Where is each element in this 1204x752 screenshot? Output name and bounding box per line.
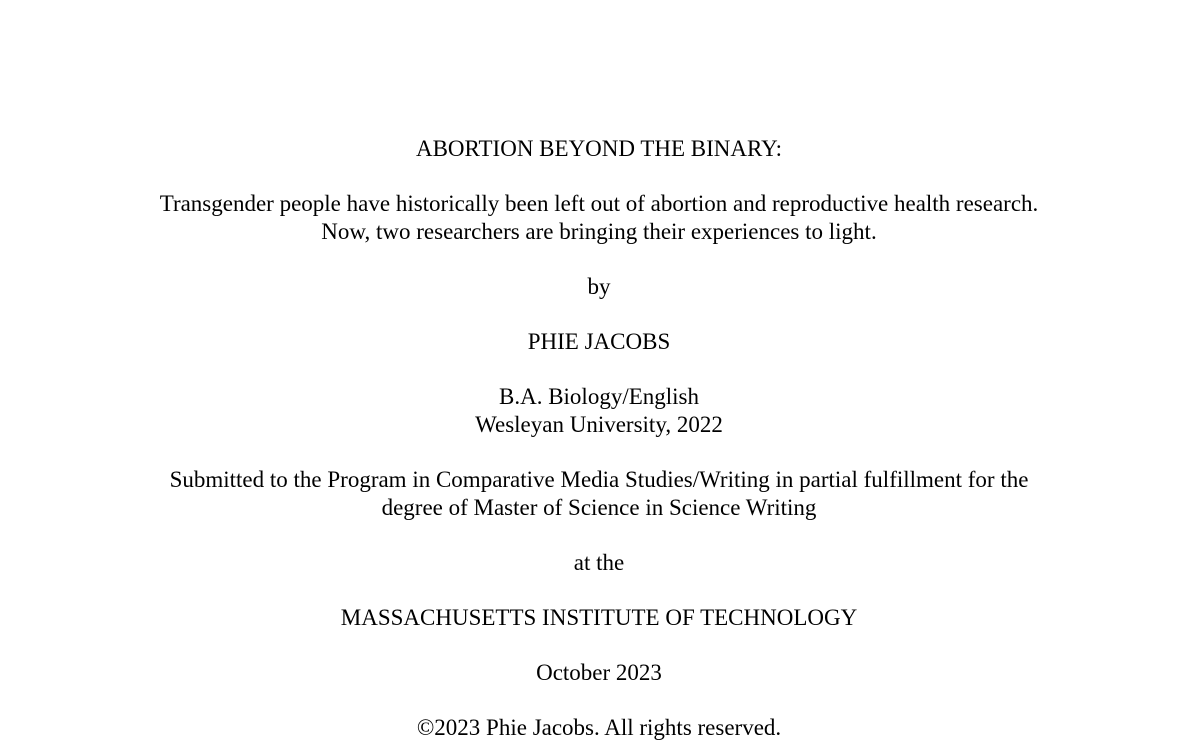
submission-date: October 2023 [536,660,662,685]
institution-name: MASSACHUSETTS INSTITUTE OF TECHNOLOGY [340,605,858,630]
thesis-title: ABORTION BEYOND THE BINARY: [415,136,782,161]
by-label: by [587,274,611,299]
prior-institution-year: Wesleyan University, 2022 [475,412,723,437]
at-the-label: at the [573,550,625,575]
author-name: PHIE JACOBS [527,329,671,354]
prior-degree: B.A. Biology/English [499,384,699,409]
copyright-notice: ©2023 Phie Jacobs. All rights reserved. [416,715,782,740]
submission-line-1: Submitted to the Program in Comparative Media Studies/Writing in partial fulfillment for the [169,467,1029,492]
subtitle-line-1: Transgender people have historically been left out of abortion and reproductive health research. [159,191,1039,216]
subtitle-line-2: Now, two researchers are bringing their experiences to light. [321,219,877,244]
submission-line-2: degree of Master of Science in Science Writing [381,495,817,520]
